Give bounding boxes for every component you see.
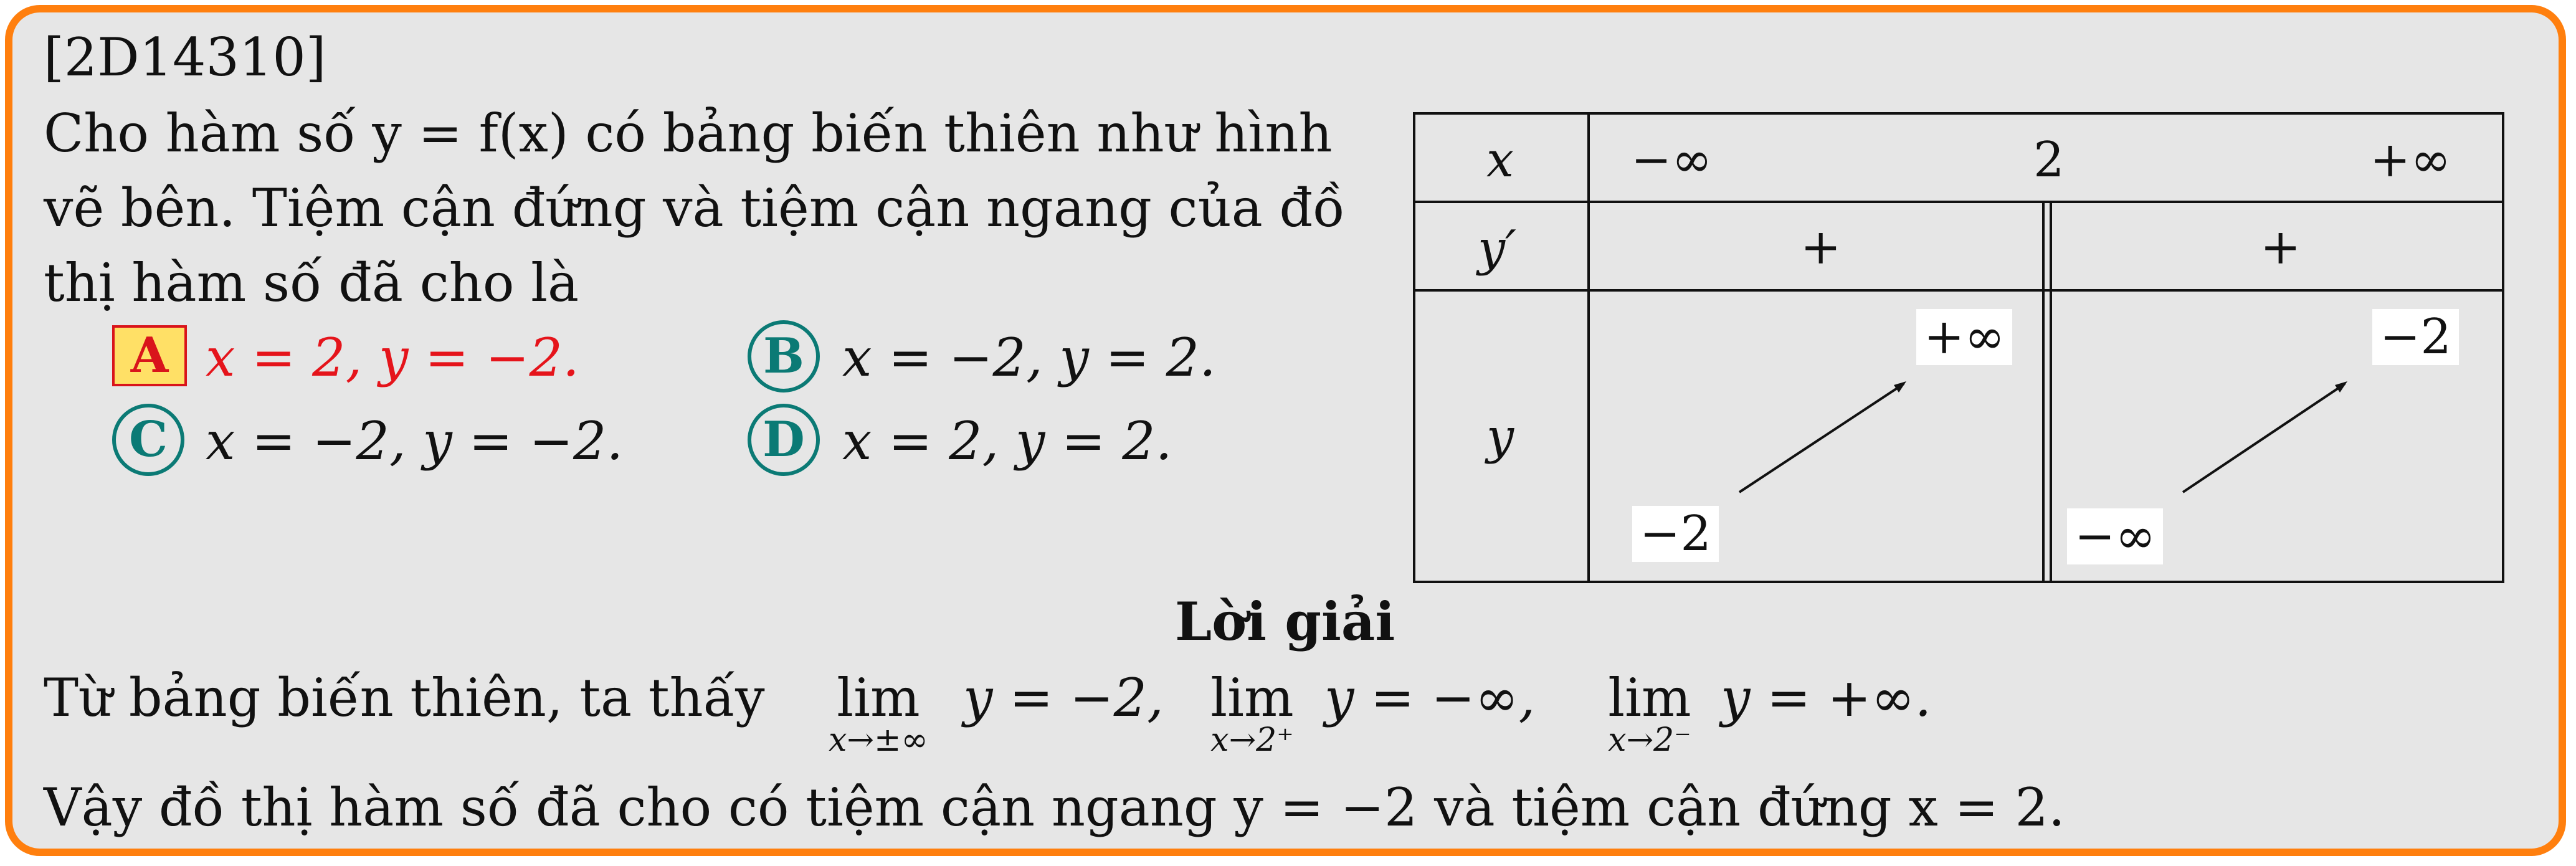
option-a-badge[interactable]: A [112, 325, 187, 386]
option-d-text[interactable]: x = 2, y = 2. [842, 411, 1172, 472]
variation-table [1413, 112, 2504, 583]
row-label-y: y [1486, 409, 1514, 465]
option-c-text[interactable]: x = −2, y = −2. [206, 411, 624, 472]
option-c-badge[interactable]: C [112, 404, 184, 476]
increasing-arrow-right-head [2335, 381, 2347, 393]
option-d-badge[interactable]: D [748, 404, 820, 476]
limit-1 [804, 667, 953, 759]
increasing-arrow-left-head [1894, 381, 1906, 393]
x-value-two: 2 [2033, 132, 2065, 188]
limit-1-subscript: x→±∞ [829, 721, 928, 759]
derivative-sign-left: + [1800, 219, 1842, 275]
problem-id: [2D14310] [44, 27, 326, 88]
limit-3 [1587, 667, 1712, 759]
limit-2 [1190, 667, 1314, 759]
limit-1-word: lim [837, 667, 920, 728]
option-a-text[interactable]: x = 2, y = −2. [206, 327, 579, 388]
solution-line-2: Vậy đồ thị hàm số đã cho có tiệm cận ngang y = −2 và tiệm cận đứng x = 2. [44, 777, 2065, 838]
limit-1-value: y = −2, [963, 667, 1164, 728]
question-stem-line-3: thị hàm số đã cho là [44, 252, 579, 313]
y-value-right-start: −∞ [2067, 508, 2163, 564]
option-b-badge[interactable]: B [748, 320, 820, 393]
row-label-x: x [1486, 132, 1514, 188]
increasing-arrow-left [1739, 384, 1904, 492]
x-value-minus-infinity: −∞ [1631, 132, 1713, 188]
row-label-derivative: y′ [1478, 221, 1516, 277]
solution-line-1-start: Từ bảng biến thiên, ta thấy [44, 667, 765, 728]
limit-2-word: lim [1210, 667, 1294, 728]
x-value-plus-infinity: +∞ [2370, 132, 2451, 188]
increasing-arrow-right [2183, 384, 2345, 492]
solution-heading: Lời giải [1175, 591, 1395, 652]
y-value-right-end: −2 [2372, 309, 2459, 365]
limit-3-word: lim [1608, 667, 1691, 728]
y-value-left-end: +∞ [1916, 309, 2012, 365]
question-stem-line-1: Cho hàm số y = f(x) có bảng biến thiên như hình [44, 103, 1333, 164]
y-value-left-start: −2 [1632, 506, 1719, 562]
limit-3-value: y = +∞. [1721, 667, 1932, 728]
limit-2-subscript: x→2⁺ [1210, 721, 1294, 759]
question-stem-line-2: vẽ bên. Tiệm cận đứng và tiệm cận ngang của đồ [44, 178, 1345, 239]
derivative-sign-right: + [2260, 219, 2301, 275]
limit-3-subscript: x→2⁻ [1608, 721, 1691, 759]
limit-2-value: y = −∞, [1324, 667, 1536, 728]
option-b-text[interactable]: x = −2, y = 2. [842, 327, 1216, 388]
